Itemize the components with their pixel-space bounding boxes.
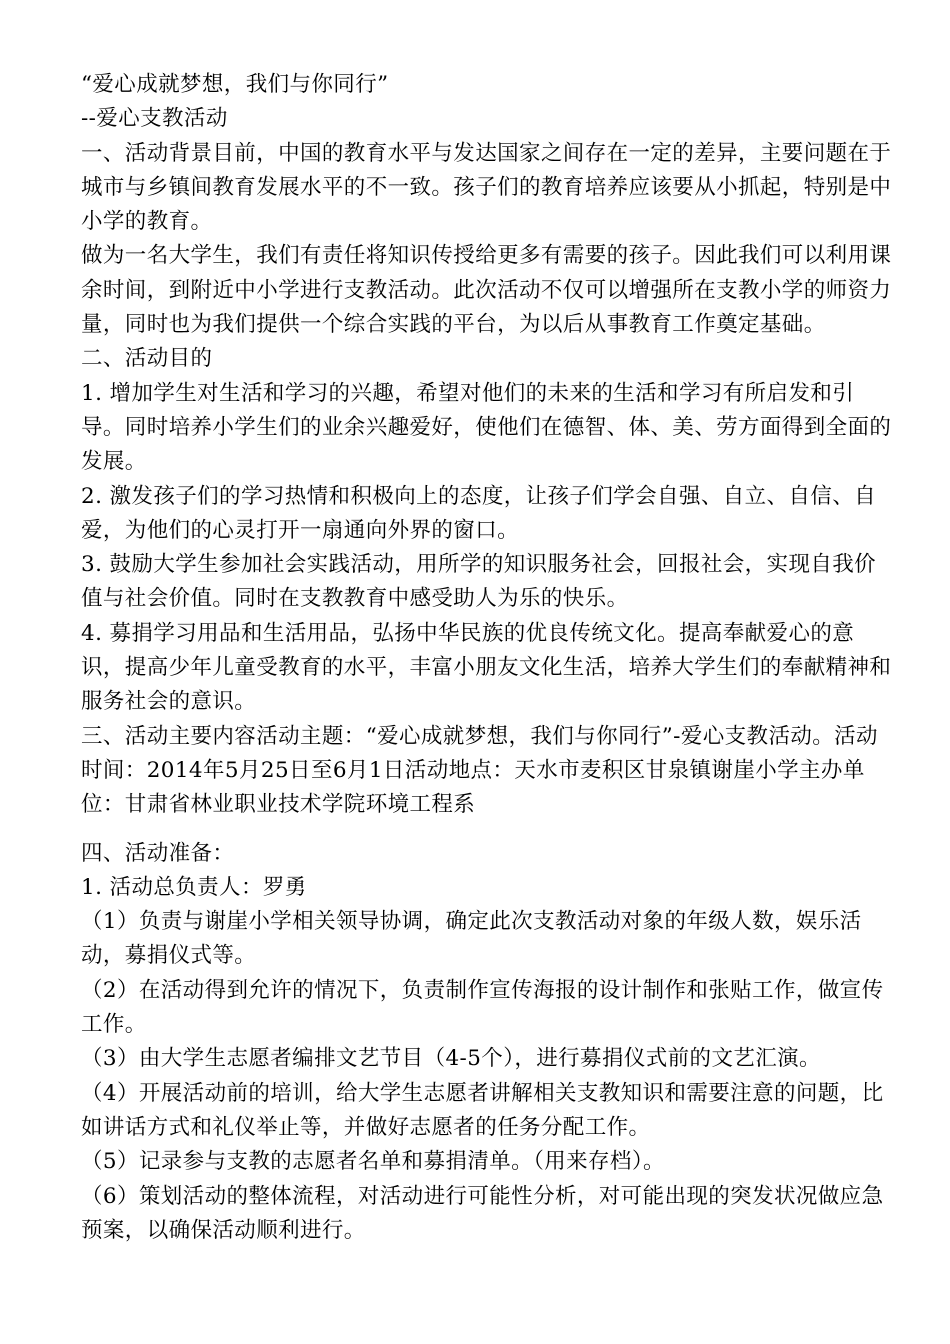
- preparation-item: （6）策划活动的整体流程，对活动进行可能性分析，对可能出现的突发状况做应急预案，以确保活动顺利进行。: [81, 1183, 884, 1243]
- purpose-item: 4. 募捐学习用品和生活用品，弘扬中华民族的优良传统文化。提高奉献爱心的意识，提高少年儿童受教育的水平，丰富小朋友文化生活，培养大学生们的奉献精神和服务社会的意识。: [81, 620, 892, 715]
- section-background-paragraph: 做为一名大学生，我们有责任将知识传授给更多有需要的孩子。因此我们可以利用课余时间，到附近中小学进行支教活动。此次活动不仅可以增强所在支教小学的师资力量，同时也为我们提供一个综合实践的平台，为以后从事教育工作奠定基础。: [81, 243, 892, 338]
- document-title: “爱心成就梦想，我们与你同行”: [81, 72, 389, 97]
- preparation-item: （4）开展活动前的培训，给大学生志愿者讲解相关支教知识和需要注意的问题，比如讲话方式和礼仪举止等，并做好志愿者的任务分配工作。: [81, 1080, 884, 1140]
- section-heading-preparation: 四、活动准备：: [81, 840, 235, 866]
- purpose-item: 2. 激发孩子们的学习热情和积极向上的态度，让孩子们学会自强、自立、自信、自爱，为他们的心灵打开一扇通向外界的窗口。: [81, 483, 877, 543]
- document-body: [81, 68, 893, 1248]
- preparation-lead: 1. 活动总负责人：罗勇: [81, 874, 307, 900]
- section-heading-purpose: 二、活动目的: [81, 346, 213, 372]
- section-background: 一、活动背景目前，中国的教育水平与发达国家之间存在一定的差异，主要问题在于城市与乡镇间教育发展水平的不一致。孩子们的教育培养应该要从小抓起，特别是中小学的教育。: [81, 140, 892, 235]
- preparation-item: （5）记录参与支教的志愿者名单和募捐清单。（用来存档）。: [81, 1149, 665, 1175]
- preparation-item: （3）由大学生志愿者编排文艺节目（4-5个），进行募捐仪式前的文艺汇演。: [81, 1046, 821, 1072]
- document-subtitle: --爱心支教活动: [81, 106, 228, 132]
- preparation-item: （1）负责与谢崖小学相关领导协调，确定此次支教活动对象的年级人数，娱乐活动，募捐仪式等。: [81, 909, 862, 969]
- purpose-item: 3. 鼓励大学生参加社会实践活动，用所学的知识服务社会，回报社会，实现自我价值与社会价值。同时在支教教育中感受助人为乐的快乐。: [81, 552, 877, 612]
- preparation-item: （2）在活动得到允许的情况下，负责制作宣传海报的设计制作和张贴工作，做宣传工作。: [81, 977, 884, 1038]
- purpose-item: 1. 增加学生对生活和学习的兴趣，希望对他们的未来的生活和学习有所启发和引导。同时培养小学生们的业余兴趣爱好，使他们在德智、体、美、劳方面得到全面的发展。: [81, 380, 892, 475]
- section-content: 三、活动主要内容活动主题：“爱心成就梦想，我们与你同行”-爱心支教活动。活动时间：2014年5月25日至6月1日活动地点：天水市麦积区甘泉镇谢崖小学主办单位：甘肃省林业职业技术学院环境工程系: [81, 723, 878, 818]
